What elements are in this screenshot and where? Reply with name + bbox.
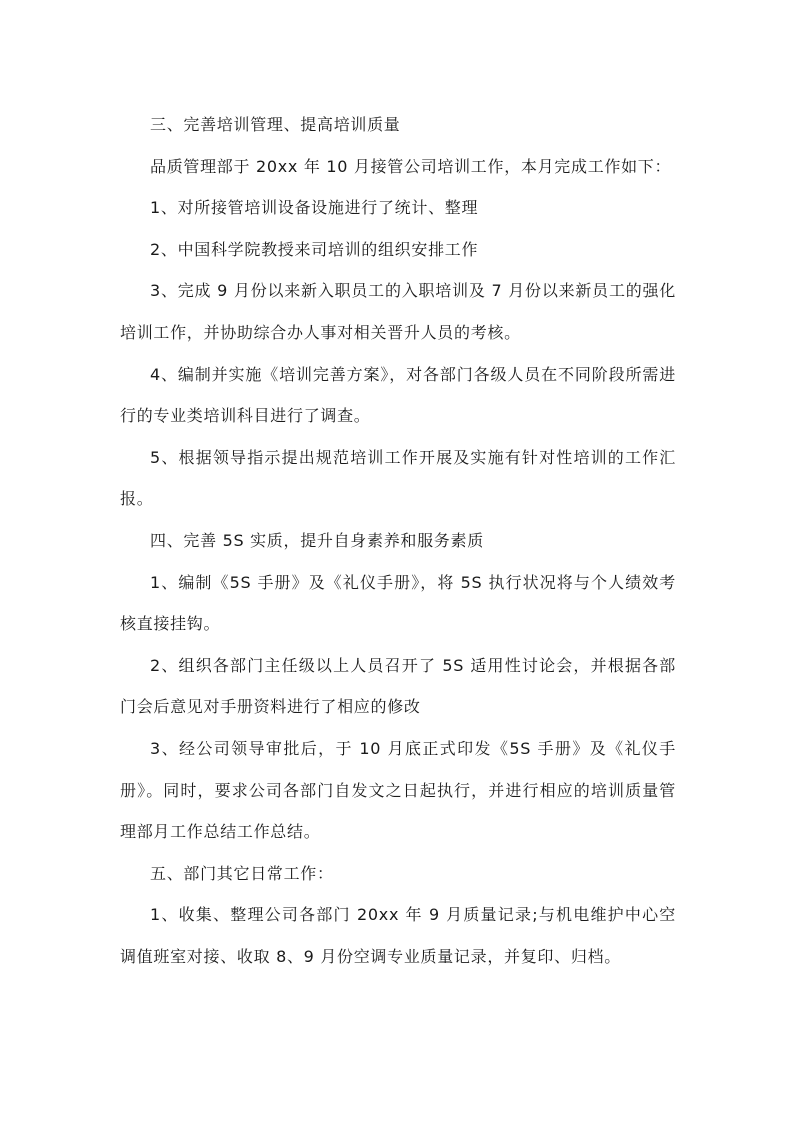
section-heading-daily-work: 五、部门其它日常工作：: [150, 863, 334, 883]
section-heading-training: 三、完善培训管理、提高培训质量: [150, 115, 401, 134]
list-item-training-2: 2、中国科学院教授来司培训的组织安排工作: [150, 239, 479, 259]
list-item-5s-1: 1、编制《5S 手册》及《礼仪手册》，将 5S 执行状况将与个人绩效考核直接挂钩。: [120, 572, 676, 634]
list-item-training-1: 1、对所接管培训设备设施进行了统计、整理: [150, 198, 479, 218]
document-body: [120, 104, 676, 977]
list-item-training-3: 3、完成 9 月份以来新入职员工的入职培训及 7 月份以来新员工的强化培训工作，并协助综合办人事对相关晋升人员的考核。: [120, 281, 676, 342]
paragraph-intro: 品质管理部于 20xx 年 10 月接管公司培训工作，本月完成工作如下：: [150, 156, 672, 176]
list-item-training-4: 4、编制并实施《培训完善方案》，对各部门各级人员在不同阶段所需进行的专业类培训科目进行了调查。: [120, 364, 676, 426]
list-item-5s-2: 2、组织各部门主任级以上人员召开了 5S 适用性讨论会，并根据各部门会后意见对手册资料进行了相应的修改: [120, 655, 676, 717]
section-heading-5s: 四、完善 5S 实质，提升自身素养和服务素质: [150, 530, 484, 550]
list-item-daily-1: 1、收集、整理公司各部门 20xx 年 9 月质量记录;与机电维护中心空调值班室对接、收取 8、9 月份空调专业质量记录，并复印、归档。: [120, 905, 676, 966]
list-item-training-5: 5、根据领导指示提出规范培训工作开展及实施有针对性培训的工作汇报。: [120, 447, 676, 509]
list-item-5s-3: 3、经公司领导审批后，于 10 月底正式印发《5S 手册》及《礼仪手册》。同时，要求公司各部门自发文之日起执行，并进行相应的培训质量管理部月工作总结工作总结。: [120, 738, 676, 842]
